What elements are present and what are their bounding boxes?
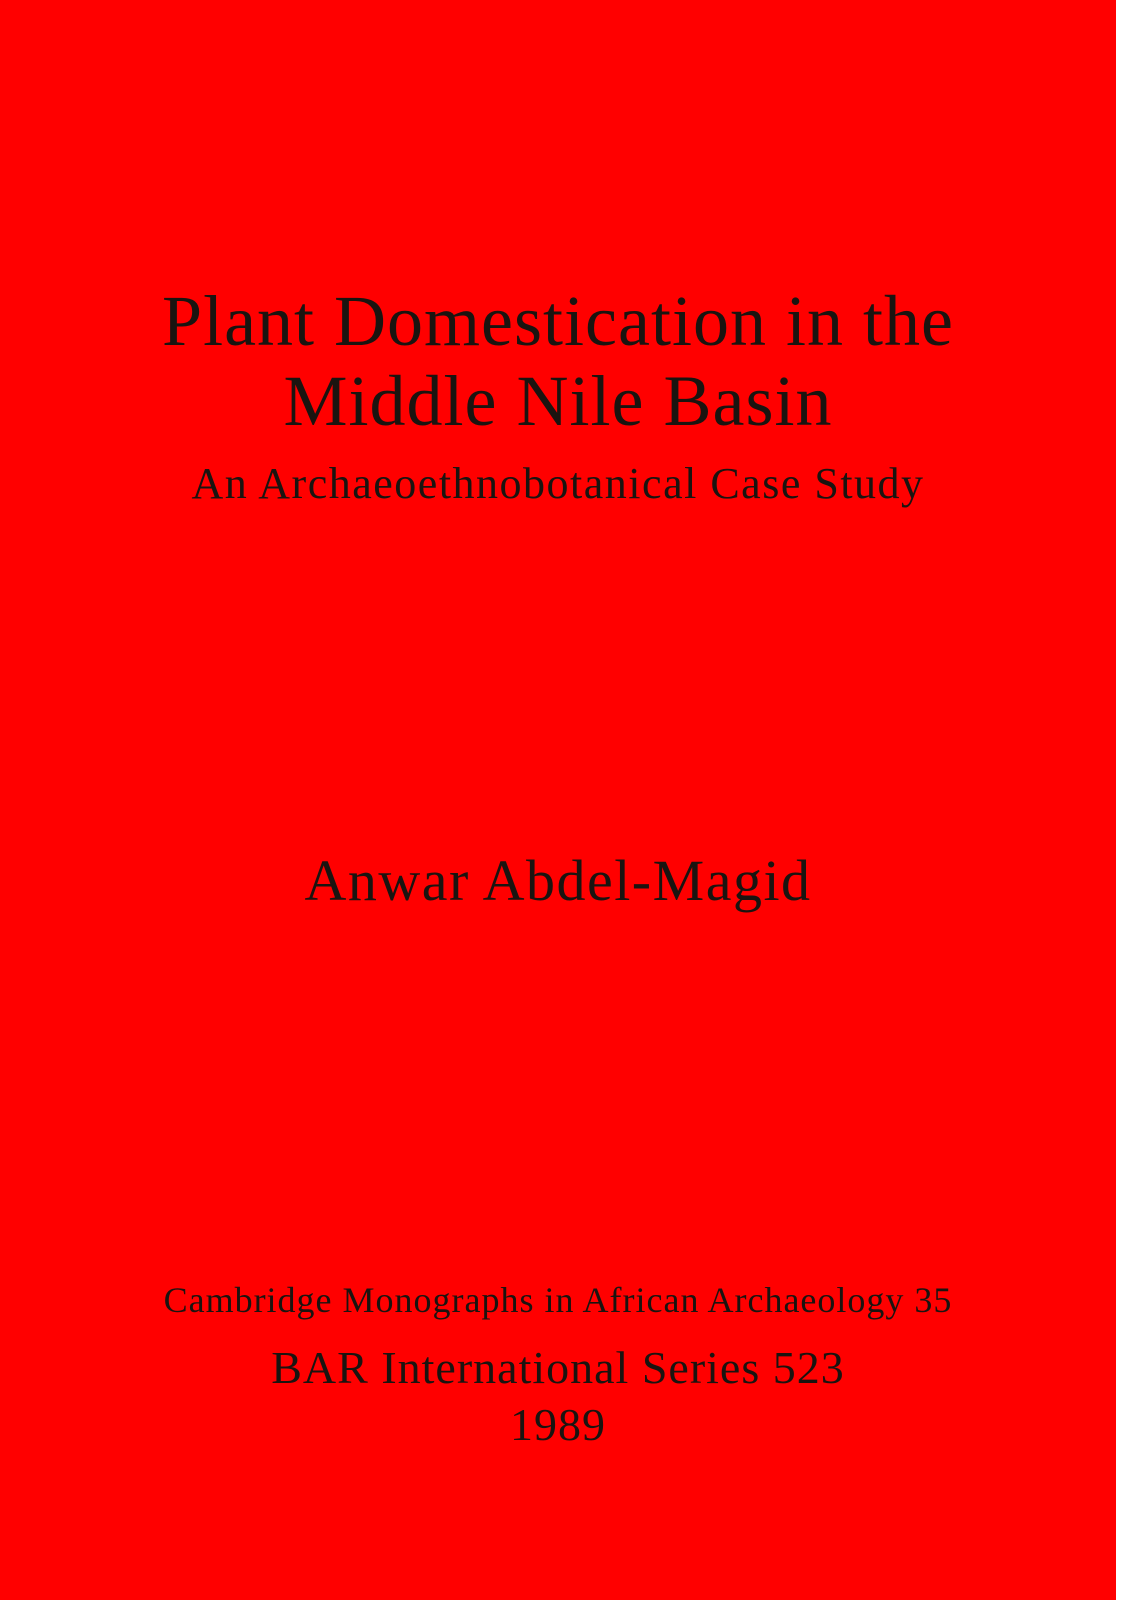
publication-year: 1989 xyxy=(510,1399,606,1450)
title-line-2: Middle Nile Basin xyxy=(283,361,833,441)
author-name: Anwar Abdel-Magid xyxy=(304,848,812,913)
page-edge-strip xyxy=(1116,0,1132,1600)
title-line-1: Plant Domestication in the xyxy=(162,281,954,361)
monograph-series: Cambridge Monographs in African Archaeology 35 xyxy=(163,1280,953,1320)
bar-series: BAR International Series 523 xyxy=(271,1342,845,1393)
subtitle: An Archaeoethnobotanical Case Study xyxy=(191,459,925,508)
